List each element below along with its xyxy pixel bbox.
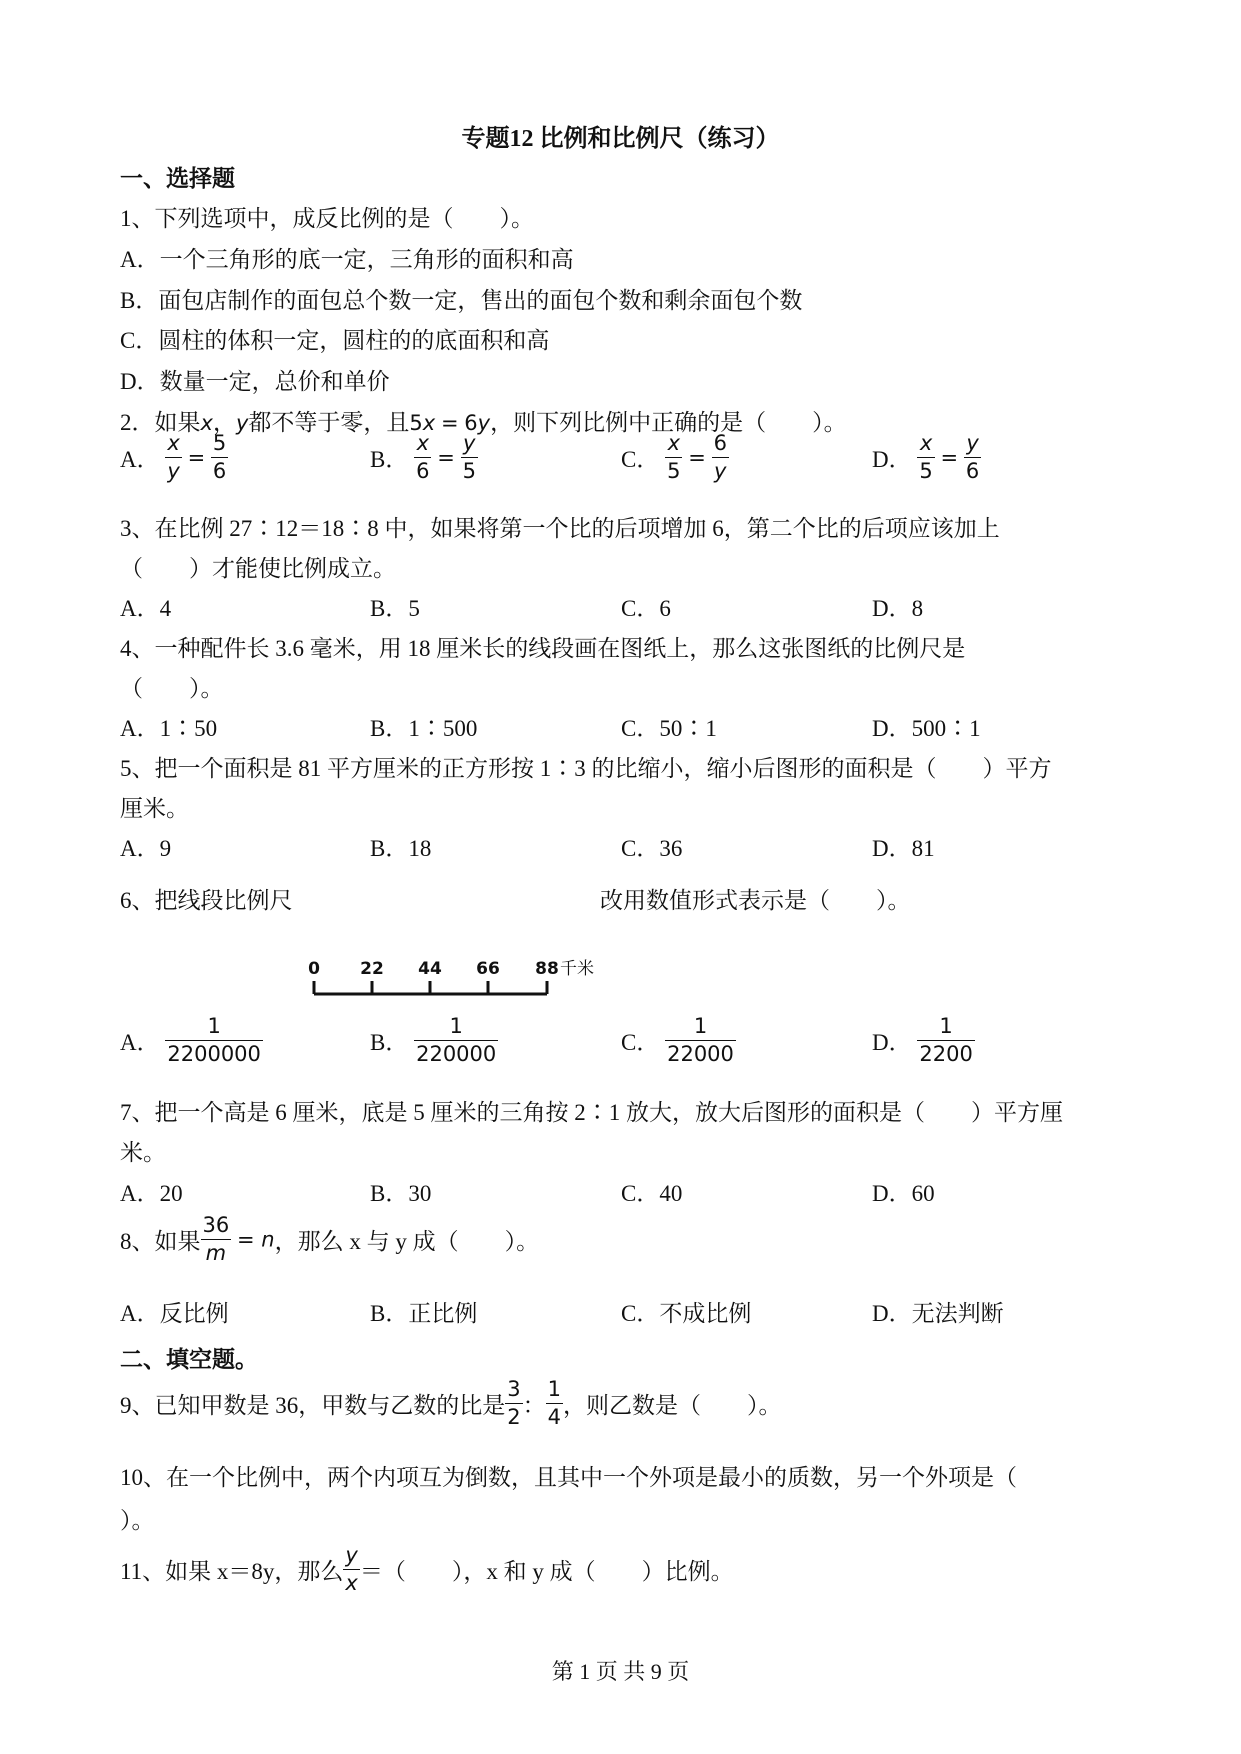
q2-eq-x: x bbox=[422, 411, 436, 435]
q2-text-3: ，则下列比例中正确的是（ ）。 bbox=[490, 410, 847, 435]
scale-label-22: 22 bbox=[360, 959, 384, 979]
question-8-option-b: B．正比例 bbox=[370, 1301, 478, 1326]
q6-c-den: 22000 bbox=[667, 1042, 734, 1066]
q6-d-label: D． bbox=[872, 1030, 912, 1055]
section-heading-fill: 二、填空题。 bbox=[120, 1347, 258, 1372]
q6-b-num: 1 bbox=[414, 1016, 498, 1041]
question-1-option-c: C．圆柱的体积一定，圆柱的的底面积和高 bbox=[120, 328, 550, 353]
question-8-option-c: C．不成比例 bbox=[621, 1301, 752, 1326]
page-footer: 第 1 页 共 9 页 bbox=[551, 1659, 690, 1684]
question-6-text-1: 6、把线段比例尺 bbox=[120, 888, 293, 913]
scale-label-0: 0 bbox=[308, 959, 320, 979]
q2-a-eq: = bbox=[187, 445, 206, 470]
q8-frac-num: 36 bbox=[201, 1215, 232, 1240]
question-5-option-c: C．36 bbox=[621, 836, 683, 861]
question-3-line-1: 3、在比例 27∶12＝18∶8 中，如果将第一个比的后项增加 6，第二个比的后项应该加上 bbox=[120, 516, 1000, 541]
question-4-option-a: A．1∶50 bbox=[120, 716, 218, 741]
question-10-line-1: 10、在一个比例中，两个内项互为倒数，且其中一个外项是最小的质数，另一个外项是（ bbox=[120, 1465, 1017, 1490]
q2-b-num2: y bbox=[461, 433, 478, 458]
q2-d-num2: y bbox=[964, 433, 981, 458]
q8-text-2: ，那么 x 与 y 成（ ）。 bbox=[274, 1229, 540, 1254]
question-7-option-a: A．20 bbox=[120, 1181, 183, 1206]
q9-colon: ： bbox=[522, 1393, 546, 1418]
q2-d-den1: 5 bbox=[919, 459, 933, 483]
section-heading-choice: 一、选择题 bbox=[120, 166, 235, 191]
q2-a-num2: 5 bbox=[211, 433, 228, 458]
question-4-line-2: （ ）。 bbox=[120, 676, 224, 701]
q11-frac-den: x bbox=[345, 1571, 358, 1595]
q6-d-den: 2200 bbox=[919, 1042, 973, 1066]
q6-c-num: 1 bbox=[665, 1016, 736, 1041]
q6-d-num: 1 bbox=[917, 1016, 974, 1041]
question-4-option-c: C．50∶1 bbox=[621, 716, 717, 741]
q9-text-2: ，则乙数是（ ）。 bbox=[563, 1393, 782, 1418]
q2-b-eq: = bbox=[437, 445, 455, 470]
q2-a-label: A． bbox=[120, 447, 160, 472]
question-10-line-2: ）。 bbox=[120, 1508, 155, 1533]
question-7-line-1: 7、把一个高是 6 厘米，底是 5 厘米的三角按 2∶1 放大，放大后图形的面积是（ ）平方厘 bbox=[120, 1100, 1063, 1125]
question-3-option-c: C．6 bbox=[621, 596, 671, 621]
q2-a-den2: 6 bbox=[212, 459, 227, 483]
q2-eq-y: y bbox=[477, 411, 491, 435]
question-4-line-1: 4、一种配件长 3.6 毫米，用 18 厘米长的线段画在图纸上，那么这张图纸的比例尺是 bbox=[120, 636, 966, 661]
q9-frac1-den: 2 bbox=[507, 1405, 521, 1429]
q2-eq-5: 5 bbox=[409, 411, 423, 435]
q6-a-label: A． bbox=[120, 1030, 160, 1055]
question-8-option-a: A．反比例 bbox=[120, 1301, 229, 1326]
question-1-option-d: D．数量一定，总价和单价 bbox=[120, 369, 390, 394]
question-7-line-2: 米。 bbox=[120, 1140, 166, 1165]
q2-c-den1: 5 bbox=[667, 459, 681, 483]
q2-eq-6: 6 bbox=[464, 411, 478, 435]
question-5-line-1: 5、把一个面积是 81 平方厘米的正方形按 1∶3 的比缩小，缩小后图形的面积是（ ）平方 bbox=[120, 756, 1052, 781]
q2-c-num2: 6 bbox=[712, 433, 729, 458]
q8-text-1: 8、如果 bbox=[120, 1229, 201, 1254]
scale-unit-label: 千米 bbox=[560, 959, 594, 979]
q2-eq-sign: = bbox=[440, 411, 459, 435]
q2-b-num1: x bbox=[414, 433, 431, 458]
q9-frac2-num: 1 bbox=[546, 1379, 563, 1404]
q6-a-den: 2200000 bbox=[167, 1042, 261, 1066]
question-2-option-c bbox=[621, 433, 729, 482]
question-2-option-d bbox=[872, 433, 981, 482]
q2-d-num1: x bbox=[917, 433, 934, 458]
line-segment-scale bbox=[302, 953, 602, 1003]
q6-b-den: 220000 bbox=[416, 1042, 497, 1066]
question-5-line-2: 厘米。 bbox=[120, 796, 189, 821]
q2-b-den1: 6 bbox=[416, 459, 430, 483]
scale-label-66: 66 bbox=[476, 959, 500, 979]
q11-text-2: ＝（ ），x 和 y 成（ ）比例。 bbox=[359, 1559, 734, 1584]
q6-c-label: C． bbox=[621, 1030, 660, 1055]
scale-label-88: 88 bbox=[535, 959, 559, 979]
question-1-option-a: A．一个三角形的底一定，三角形的面积和高 bbox=[120, 247, 574, 272]
q2-d-label: D． bbox=[872, 447, 912, 472]
q2-var-x: x bbox=[200, 411, 213, 435]
question-6-text-2: 改用数值形式表示是（ ）。 bbox=[600, 888, 911, 913]
q2-text-1: 2．如果 bbox=[120, 410, 201, 435]
question-7-option-b: B．30 bbox=[370, 1181, 432, 1206]
question-8-option-d: D．无法判断 bbox=[872, 1301, 1004, 1326]
question-2-stem bbox=[120, 404, 847, 437]
q2-d-den2: 6 bbox=[965, 459, 980, 483]
question-6-option-c bbox=[621, 1016, 736, 1065]
q2-comma: ， bbox=[212, 410, 236, 435]
q2-text-2: 都不等于零，且 bbox=[248, 410, 410, 435]
question-2-option-a bbox=[120, 433, 228, 482]
page-title: 专题12 比例和比例尺（练习） bbox=[461, 126, 780, 152]
question-9-stem bbox=[120, 1379, 782, 1428]
q9-text-1: 9、已知甲数是 36，甲数与乙数的比是 bbox=[120, 1393, 506, 1418]
q2-c-eq: = bbox=[688, 445, 706, 470]
question-6-option-d bbox=[872, 1016, 975, 1065]
q11-text-1: 11、如果 x＝8y，那么 bbox=[120, 1559, 344, 1584]
question-2-option-b bbox=[370, 433, 478, 482]
q2-c-label: C． bbox=[621, 447, 660, 472]
question-3-option-a: A．4 bbox=[120, 596, 172, 621]
q8-frac-den: m bbox=[205, 1241, 227, 1265]
q9-frac1-num: 3 bbox=[505, 1379, 522, 1404]
question-5-option-d: D．81 bbox=[872, 836, 935, 861]
question-3-option-d: D．8 bbox=[872, 596, 924, 621]
question-3-line-2: （ ）才能使比例成立。 bbox=[120, 556, 396, 581]
q2-b-label: B． bbox=[370, 447, 409, 472]
question-1-stem: 1、下列选项中，成反比例的是（ ）。 bbox=[120, 206, 534, 231]
q11-frac-num: y bbox=[343, 1545, 359, 1570]
question-6-option-b bbox=[370, 1016, 498, 1065]
q8-eq: = n bbox=[236, 1227, 275, 1252]
q9-frac2-den: 4 bbox=[547, 1405, 561, 1429]
question-6-option-a bbox=[120, 1016, 263, 1065]
question-1-option-b: B．面包店制作的面包总个数一定，售出的面包个数和剩余面包个数 bbox=[120, 288, 803, 313]
question-8-stem bbox=[120, 1215, 539, 1264]
question-11-stem bbox=[120, 1545, 734, 1594]
scale-label-44: 44 bbox=[418, 959, 442, 979]
q2-d-eq: = bbox=[940, 445, 959, 470]
q2-c-den2: y bbox=[714, 459, 727, 483]
question-3-option-b: B．5 bbox=[370, 596, 420, 621]
q2-b-den2: 5 bbox=[462, 459, 476, 483]
q6-b-label: B． bbox=[370, 1030, 409, 1055]
q2-a-den1: y bbox=[167, 459, 180, 483]
question-7-option-d: D．60 bbox=[872, 1181, 935, 1206]
q2-a-num1: x bbox=[165, 433, 181, 458]
q2-var-y: y bbox=[235, 411, 249, 435]
q6-a-num: 1 bbox=[165, 1016, 263, 1041]
question-5-option-b: B．18 bbox=[370, 836, 432, 861]
question-4-option-d: D．500∶1 bbox=[872, 716, 981, 741]
question-7-option-c: C．40 bbox=[621, 1181, 683, 1206]
q2-c-num1: x bbox=[665, 433, 682, 458]
question-5-option-a: A．9 bbox=[120, 836, 172, 861]
question-4-option-b: B．1∶500 bbox=[370, 716, 478, 741]
